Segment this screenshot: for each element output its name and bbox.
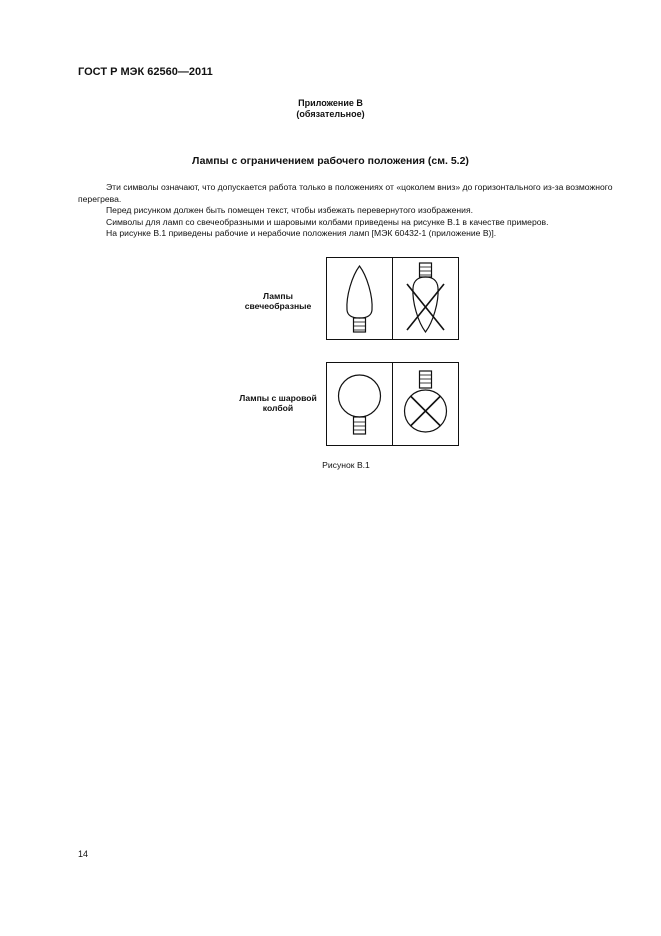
paragraph: На рисунке В.1 приведены рабочие и нерабочие положения ламп [МЭК 60432-1 (приложение В)]. bbox=[106, 228, 497, 239]
candle-lamp-base-up-prohibited-icon bbox=[393, 258, 458, 339]
paragraph: Символы для ламп со свечеобразными и шаровыми колбами приведены на рисунке В.1 в качестве примеров. bbox=[106, 216, 549, 227]
paragraph: Перед рисунком должен быть помещен текст, чтобы избежать перевернутого изображения. bbox=[106, 205, 473, 216]
candle-label-line2: свечеобразные bbox=[244, 301, 312, 311]
globe-lamp-base-up-prohibited-icon bbox=[393, 363, 458, 445]
globe-lamp-base-down-icon bbox=[327, 363, 392, 445]
figure-caption: Рисунок В.1 bbox=[322, 460, 370, 470]
appendix-status: (обязательное) bbox=[296, 109, 365, 119]
document-code-header: ГОСТ Р МЭК 62560—2011 bbox=[78, 66, 213, 78]
section-title: Лампы с ограничением рабочего положения (см. 5.2) bbox=[192, 155, 469, 167]
paragraph: Эти символы означают, что допускается работа только в положениях от «цоколем вниз» до горизонтального из-за возможного перегрева. bbox=[78, 182, 613, 204]
globe-lamp-symbol-box bbox=[326, 362, 459, 446]
candle-lamp-symbol-box bbox=[326, 257, 459, 340]
globe-label-line1: Лампы с шаровой bbox=[239, 393, 317, 403]
candle-lamp-base-down-icon bbox=[327, 258, 392, 339]
candle-label-line1: Лампы bbox=[263, 291, 293, 301]
page-number: 14 bbox=[78, 849, 89, 859]
globe-lamp-label bbox=[224, 393, 332, 413]
globe-label-line2: колбой bbox=[262, 403, 294, 413]
appendix-title: Приложение В bbox=[298, 98, 363, 108]
body-text bbox=[78, 182, 624, 240]
candle-lamp-label bbox=[226, 291, 330, 311]
